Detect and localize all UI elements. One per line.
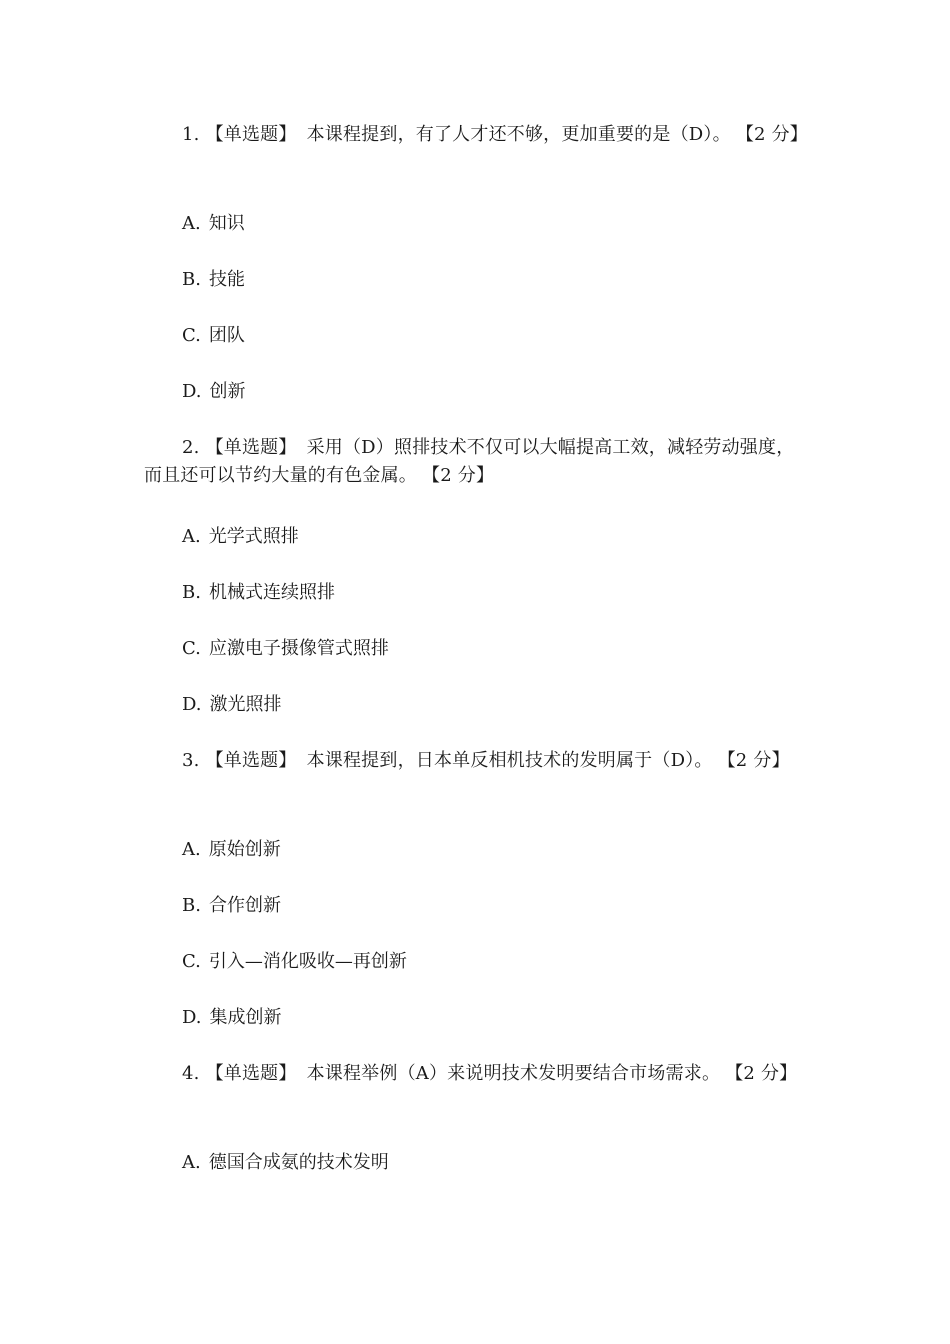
- option-text: 知识: [208, 213, 245, 234]
- option-letter: D.: [182, 694, 202, 715]
- option-item: [182, 1005, 282, 1031]
- option-letter: C.: [182, 638, 201, 659]
- option-text: 光学式照排: [208, 526, 299, 547]
- option-letter: D.: [182, 381, 202, 402]
- option-item: [182, 580, 335, 606]
- question-number: 2.: [182, 437, 200, 458]
- option-text: 合作创新: [208, 895, 281, 916]
- question-4-text: [144, 1060, 809, 1088]
- option-text: 激光照排: [209, 694, 282, 715]
- option-text: 原始创新: [208, 839, 281, 860]
- option-item: [182, 636, 389, 662]
- option-item: [182, 949, 407, 975]
- option-item: [182, 267, 245, 293]
- question-number: 3.: [182, 750, 200, 771]
- question-stem: 本课程提到，有了人才还不够，更加重要的是（D）。: [306, 124, 731, 145]
- option-text: 集成创新: [209, 1007, 282, 1028]
- option-letter: B.: [182, 582, 201, 603]
- option-item: [182, 379, 246, 405]
- question-type: 【单选题】: [205, 750, 297, 771]
- option-text: 技能: [208, 269, 245, 290]
- option-letter: A.: [182, 526, 201, 547]
- option-letter: B.: [182, 895, 201, 916]
- option-letter: A.: [182, 839, 201, 860]
- option-letter: B.: [182, 269, 201, 290]
- option-text: 引入—消化吸收—再创新: [208, 951, 407, 972]
- option-letter: D.: [182, 1007, 202, 1028]
- question-3-text: [144, 747, 809, 775]
- option-item: [182, 323, 245, 349]
- question-1-text: [144, 121, 809, 149]
- question-stem: 本课程举例（A）来说明技术发明要结合市场需求。: [306, 1063, 721, 1084]
- option-item: [182, 211, 245, 237]
- question-stem: 采用（D）照排技术不仅可以大幅提高工效，减轻劳动强度，而且还可以节约大量的有色金属。: [144, 437, 795, 486]
- question-score: 【2 分】: [431, 465, 495, 486]
- question-score: 【2 分】: [744, 124, 808, 145]
- option-text: 创新: [209, 381, 246, 402]
- question-number: 4.: [182, 1063, 200, 1084]
- question-score: 【2 分】: [726, 750, 790, 771]
- option-letter: A.: [182, 213, 201, 234]
- option-text: 德国合成氨的技术发明: [208, 1152, 389, 1173]
- option-item: [182, 893, 281, 919]
- question-score: 【2 分】: [734, 1063, 798, 1084]
- option-letter: A.: [182, 1152, 201, 1173]
- option-item: [182, 837, 281, 863]
- option-text: 机械式连续照排: [208, 582, 335, 603]
- question-type: 【单选题】: [205, 1063, 297, 1084]
- option-text: 团队: [208, 325, 245, 346]
- option-text: 应激电子摄像管式照排: [208, 638, 389, 659]
- option-letter: C.: [182, 325, 201, 346]
- question-type: 【单选题】: [205, 437, 297, 458]
- question-stem: 本课程提到，日本单反相机技术的发明属于（D）。: [306, 750, 713, 771]
- option-item: [182, 524, 299, 550]
- question-2-text: [144, 434, 809, 490]
- option-item: [182, 692, 282, 718]
- question-number: 1.: [182, 124, 200, 145]
- question-type: 【单选题】: [205, 124, 297, 145]
- option-letter: C.: [182, 951, 201, 972]
- option-item: [182, 1150, 389, 1176]
